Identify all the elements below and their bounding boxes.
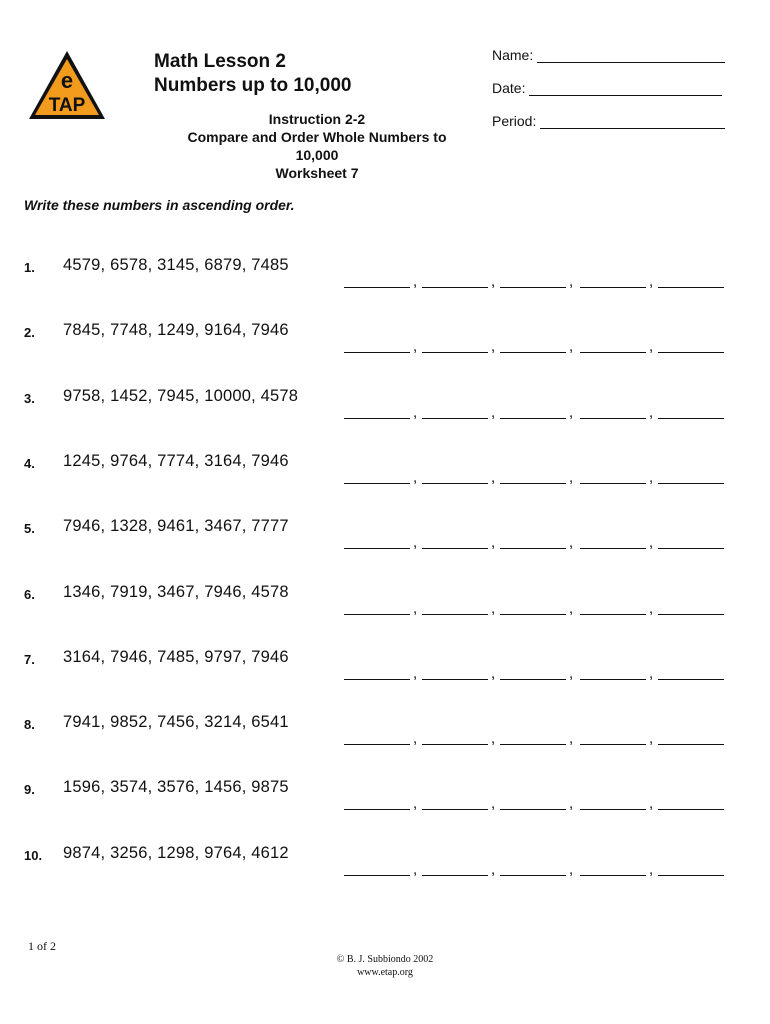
problem-numbers: 7941, 9852, 7456, 3214, 6541	[63, 713, 289, 732]
answer-blank[interactable]	[500, 271, 566, 288]
answer-blank[interactable]	[422, 467, 488, 484]
problem-number: 7.	[24, 651, 35, 667]
problem-numbers: 1596, 3574, 3576, 1456, 9875	[63, 778, 289, 797]
problem-numbers: 4579, 6578, 3145, 6879, 7485	[63, 256, 289, 274]
footer	[300, 953, 470, 979]
answer-separator: ,	[491, 338, 496, 356]
problem-number: 10.	[24, 847, 43, 863]
answer-separator: ,	[413, 664, 418, 682]
answer-separator: ,	[649, 534, 654, 552]
problem-row	[0, 256, 770, 306]
answer-separator: ,	[491, 599, 496, 617]
answer-blank[interactable]	[580, 532, 646, 549]
lesson-title	[154, 50, 351, 98]
date-field[interactable]	[492, 80, 722, 96]
answer-separator: ,	[413, 534, 418, 552]
answer-blank[interactable]	[580, 598, 646, 615]
answer-separator: ,	[491, 403, 496, 421]
answer-separator: ,	[649, 599, 654, 617]
answer-blank[interactable]	[658, 598, 724, 615]
answer-blank[interactable]	[658, 467, 724, 484]
problem-numbers: 9758, 1452, 7945, 10000, 4578	[63, 386, 299, 405]
answer-blank[interactable]	[500, 859, 566, 876]
problem-row	[0, 778, 770, 828]
instruction-line-2: Compare and Order Whole Numbers to	[187, 129, 447, 145]
answer-separator: ,	[649, 338, 654, 356]
name-label: Name:	[492, 47, 534, 63]
answer-separator: ,	[649, 860, 654, 878]
period-field[interactable]	[492, 113, 725, 129]
directions-text: Write these numbers in ascending order.	[24, 197, 295, 213]
answer-separator: ,	[569, 795, 574, 813]
answer-blank[interactable]	[422, 336, 488, 353]
answer-separator: ,	[491, 273, 496, 290]
problem-row	[0, 321, 770, 371]
answer-blanks	[344, 336, 728, 356]
answer-blank[interactable]	[580, 402, 646, 419]
instruction-block	[166, 110, 468, 182]
answer-separator: ,	[491, 468, 496, 486]
problem-number: 1.	[24, 260, 35, 275]
answer-blanks	[344, 728, 728, 748]
problem-numbers: 1346, 7919, 3467, 7946, 4578	[63, 582, 289, 601]
problem-numbers: 7946, 1328, 9461, 3467, 7777	[63, 517, 289, 536]
answer-separator: ,	[413, 273, 418, 290]
answer-separator: ,	[649, 273, 654, 290]
answer-blanks	[344, 793, 728, 813]
answer-blank[interactable]	[658, 271, 724, 288]
answer-blank[interactable]	[658, 793, 724, 810]
answer-blank[interactable]	[500, 532, 566, 549]
answer-blank[interactable]	[344, 402, 410, 419]
answer-blank[interactable]	[580, 336, 646, 353]
answer-blank[interactable]	[658, 859, 724, 876]
answer-blank[interactable]	[422, 598, 488, 615]
problem-numbers: 9874, 3256, 1298, 9764, 4612	[63, 843, 289, 862]
answer-blanks	[344, 271, 728, 291]
page-number: 1 of 2	[28, 939, 56, 953]
problem-row	[0, 648, 770, 698]
answer-blank[interactable]	[344, 532, 410, 549]
answer-blank[interactable]	[658, 532, 724, 549]
name-field[interactable]	[492, 47, 725, 63]
answer-blank[interactable]	[580, 793, 646, 810]
answer-blank[interactable]	[344, 663, 410, 680]
answer-blank[interactable]	[580, 728, 646, 745]
answer-separator: ,	[649, 795, 654, 813]
answer-blanks	[344, 532, 728, 552]
answer-blank[interactable]	[500, 402, 566, 419]
problem-number: 9.	[24, 782, 35, 798]
answer-separator: ,	[569, 730, 574, 748]
answer-blank[interactable]	[344, 728, 410, 745]
answer-separator: ,	[569, 468, 574, 486]
problem-row	[0, 583, 770, 633]
answer-blank[interactable]	[344, 271, 410, 288]
instruction-line-3: 10,000	[295, 147, 339, 163]
answer-blank[interactable]	[422, 793, 488, 810]
answer-separator: ,	[413, 468, 418, 486]
answer-separator: ,	[413, 338, 418, 356]
answer-separator: ,	[491, 534, 496, 552]
website-text: www.etap.org	[357, 967, 413, 978]
answer-separator: ,	[569, 273, 574, 290]
answer-separator: ,	[413, 730, 418, 748]
answer-blank[interactable]	[658, 728, 724, 745]
problem-number: 6.	[24, 586, 35, 602]
answer-blank[interactable]	[500, 663, 566, 680]
answer-blank[interactable]	[658, 336, 724, 353]
date-line[interactable]	[529, 81, 722, 96]
answer-blank[interactable]	[422, 532, 488, 549]
problem-number: 5.	[24, 521, 35, 537]
logo-letters-top: e	[60, 68, 74, 93]
answer-blank[interactable]	[422, 663, 488, 680]
answer-separator: ,	[569, 860, 574, 878]
answer-separator: ,	[569, 599, 574, 617]
name-line[interactable]	[537, 48, 725, 63]
answer-blanks	[344, 663, 728, 683]
answer-blank[interactable]	[344, 598, 410, 615]
answer-separator: ,	[491, 664, 496, 682]
etap-logo	[28, 50, 106, 120]
problem-number: 4.	[24, 455, 35, 471]
answer-separator: ,	[569, 403, 574, 421]
answer-blank[interactable]	[344, 859, 410, 876]
problem-number: 2.	[24, 325, 35, 341]
answer-separator: ,	[569, 338, 574, 356]
problem-numbers: 7845, 7748, 1249, 9164, 7946	[63, 321, 289, 340]
instruction-line-1: Instruction 2-2	[268, 111, 366, 127]
answer-blank[interactable]	[580, 663, 646, 680]
copyright-text: © B. J. Subbiondo 2002	[336, 954, 434, 965]
date-label: Date:	[492, 80, 526, 96]
period-line[interactable]	[540, 114, 725, 129]
answer-blank[interactable]	[422, 728, 488, 745]
answer-separator: ,	[569, 664, 574, 682]
answer-separator: ,	[569, 534, 574, 552]
title-line-1: Math Lesson 2	[154, 51, 286, 72]
answer-blank[interactable]	[580, 859, 646, 876]
answer-blank[interactable]	[422, 859, 488, 876]
problem-row	[0, 387, 770, 437]
answer-blank[interactable]	[344, 336, 410, 353]
problem-numbers: 1245, 9764, 7774, 3164, 7946	[63, 451, 289, 470]
answer-blank[interactable]	[658, 402, 724, 419]
answer-separator: ,	[649, 730, 654, 748]
answer-blanks	[344, 402, 728, 422]
problem-row	[0, 452, 770, 502]
answer-blank[interactable]	[344, 793, 410, 810]
answer-separator: ,	[491, 730, 496, 748]
answer-blanks	[344, 467, 728, 487]
answer-separator: ,	[413, 860, 418, 878]
period-label: Period:	[492, 113, 537, 129]
answer-blank[interactable]	[422, 271, 488, 288]
answer-separator: ,	[649, 468, 654, 486]
answer-blank[interactable]	[500, 598, 566, 615]
answer-blank[interactable]	[422, 402, 488, 419]
answer-blank[interactable]	[658, 663, 724, 680]
answer-blank[interactable]	[500, 728, 566, 745]
answer-separator: ,	[413, 599, 418, 617]
problem-number: 8.	[24, 717, 35, 733]
problem-row	[0, 517, 770, 567]
answer-separator: ,	[649, 664, 654, 682]
answer-blank[interactable]	[500, 467, 566, 484]
answer-separator: ,	[413, 403, 418, 421]
answer-blank[interactable]	[500, 336, 566, 353]
answer-blanks	[344, 859, 728, 879]
answer-separator: ,	[413, 795, 418, 813]
answer-blank[interactable]	[580, 467, 646, 484]
answer-separator: ,	[491, 860, 496, 878]
problem-row	[0, 844, 770, 894]
instruction-line-4: Worksheet 7	[275, 165, 359, 181]
answer-blanks	[344, 598, 728, 618]
logo-letters-bottom: TAP	[48, 95, 86, 116]
answer-separator: ,	[649, 403, 654, 421]
answer-blank[interactable]	[500, 793, 566, 810]
answer-blank[interactable]	[344, 467, 410, 484]
title-line-2: Numbers up to 10,000	[154, 75, 352, 96]
problem-numbers: 3164, 7946, 7485, 9797, 7946	[63, 647, 289, 666]
answer-separator: ,	[491, 795, 496, 813]
problem-row	[0, 713, 770, 763]
answer-blank[interactable]	[580, 271, 646, 288]
problem-number: 3.	[24, 390, 35, 406]
